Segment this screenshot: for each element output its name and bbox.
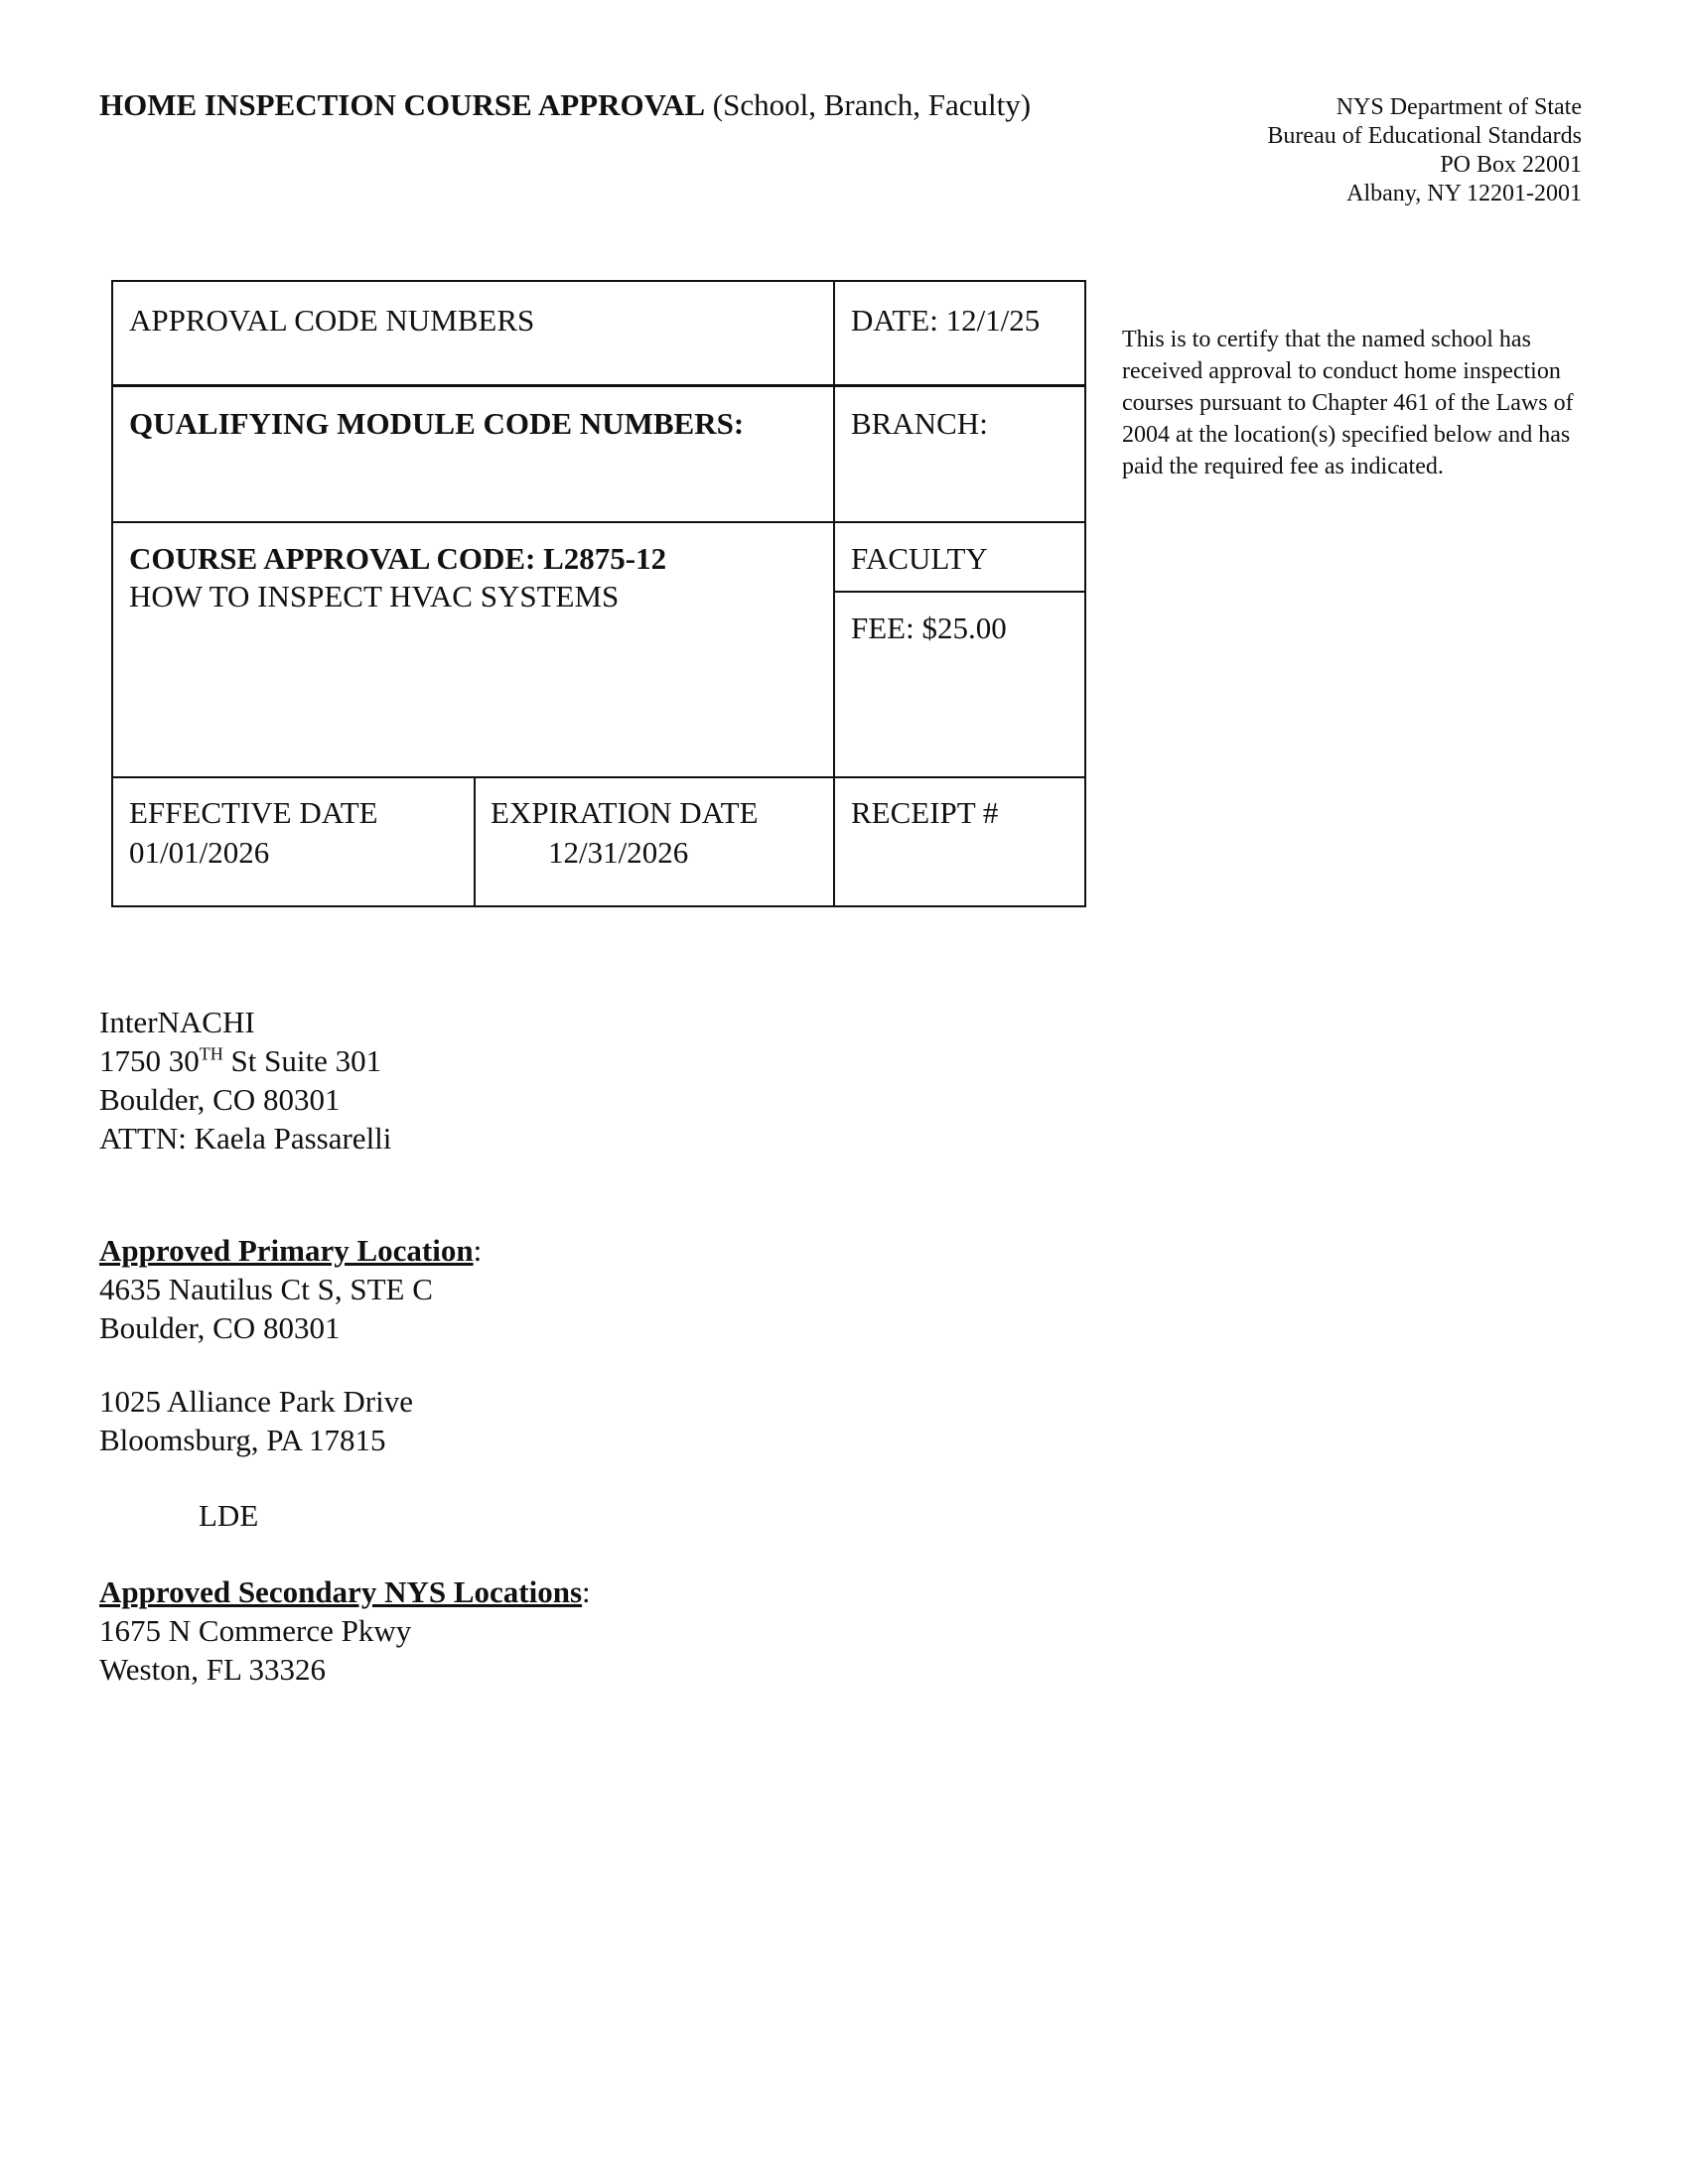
primary-heading — [99, 1231, 482, 1270]
primary-loc2-line1: 1025 Alliance Park Drive — [99, 1384, 413, 1419]
recipient-street-sup: TH — [199, 1043, 223, 1064]
table-divider-vertical-dates — [474, 778, 476, 905]
title-rest: (School, Branch, Faculty) — [705, 87, 1032, 122]
secondary-heading — [99, 1572, 591, 1611]
department-address — [1267, 93, 1582, 208]
recipient-city: Boulder, CO 80301 — [99, 1082, 341, 1117]
primary-heading-colon: : — [473, 1233, 483, 1268]
primary-loc1-line1: 4635 Nautilus Ct S, STE C — [99, 1272, 433, 1306]
course-approval-code: COURSE APPROVAL CODE: L2875-12 — [129, 541, 667, 576]
secondary-line1: 1675 N Commerce Pkwy — [99, 1613, 412, 1648]
recipient-attn: ATTN: Kaela Passarelli — [99, 1121, 392, 1156]
primary-locations — [99, 1231, 482, 1347]
primary-loc2-line2: Bloomsburg, PA 17815 — [99, 1423, 386, 1457]
recipient-street-rest: St Suite 301 — [222, 1043, 382, 1078]
recipient-street — [99, 1041, 391, 1080]
secondary-heading-text: Approved Secondary NYS Locations — [99, 1574, 583, 1609]
recipient-street-num: 1750 30 — [99, 1043, 200, 1078]
date-field: DATE: 12/1/25 — [851, 303, 1041, 338]
dept-line-3: PO Box 22001 — [1440, 152, 1582, 178]
faculty-label: FACULTY — [851, 541, 988, 576]
secondary-line2: Weston, FL 33326 — [99, 1652, 326, 1687]
dept-line-2: Bureau of Educational Standards — [1267, 123, 1582, 149]
lde-text: LDE — [199, 1498, 259, 1533]
approval-codes-label: APPROVAL CODE NUMBERS — [129, 303, 535, 338]
recipient-address — [99, 1003, 391, 1158]
recipient-name: InterNACHI — [99, 1005, 255, 1039]
expiration-date-label: EXPIRATION DATE — [491, 795, 759, 830]
effective-date-label: EFFECTIVE DATE — [129, 795, 378, 830]
fee-field: FEE: $25.00 — [851, 611, 1007, 645]
dept-line-4: Albany, NY 12201-2001 — [1346, 181, 1582, 206]
primary-loc1-line2: Boulder, CO 80301 — [99, 1310, 341, 1345]
primary-location-2 — [99, 1382, 413, 1459]
secondary-heading-colon: : — [582, 1574, 591, 1609]
table-divider-row-3 — [113, 776, 1084, 778]
effective-date-value: 01/01/2026 — [129, 835, 270, 870]
table-divider-row-1 — [113, 384, 1084, 387]
secondary-locations — [99, 1572, 591, 1689]
approval-table — [111, 280, 1086, 907]
expiration-date-value: 12/31/2026 — [548, 835, 689, 870]
receipt-label: RECEIPT # — [851, 795, 999, 830]
table-divider-faculty — [833, 591, 1084, 593]
dept-line-1: NYS Department of State — [1336, 94, 1582, 120]
certification-text: This is to certify that the named school has received approval to conduct home inspection courses pursuant to Chapter 461 of the Laws of 2004 at the location(s) specified below and has paid the required fee as indicated. — [1122, 327, 1574, 479]
qualifying-module-label: QUALIFYING MODULE CODE NUMBERS: — [129, 406, 745, 441]
lde-note — [199, 1496, 258, 1535]
title-bold: HOME INSPECTION COURSE APPROVAL — [99, 87, 706, 122]
primary-heading-text: Approved Primary Location — [99, 1233, 474, 1268]
table-divider-row-2 — [113, 521, 1084, 523]
branch-label: BRANCH: — [851, 406, 988, 441]
course-name: HOW TO INSPECT HVAC SYSTEMS — [129, 579, 620, 614]
page-title — [99, 87, 1031, 123]
table-divider-vertical-main — [833, 282, 835, 905]
